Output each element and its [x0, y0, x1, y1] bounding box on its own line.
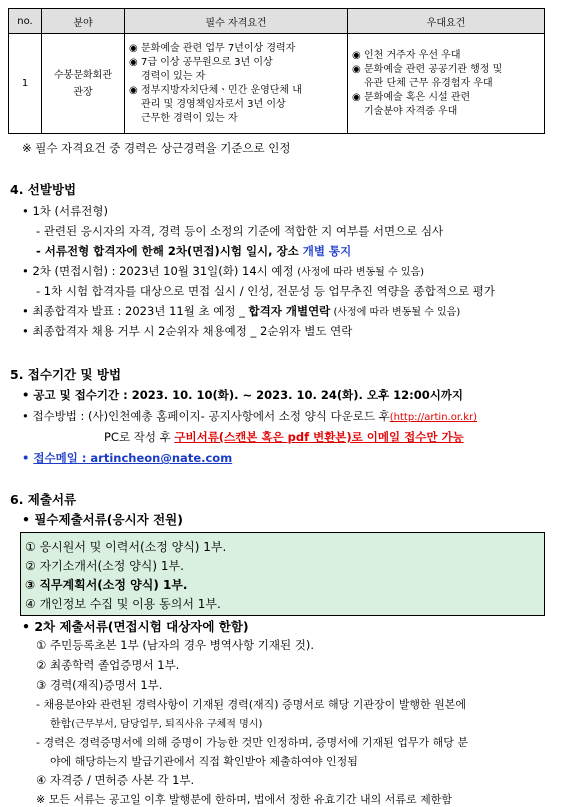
s5-text-highlight: 구비서류(스캔본 혹은 pdf 변환본)로 이메일 접수만 가능	[174, 430, 464, 444]
list-item	[128, 56, 344, 84]
cell-required	[125, 34, 348, 134]
s4-line: • 1차 (서류전형)	[22, 204, 108, 218]
bullet-icon: ◉	[129, 42, 138, 54]
s6-text: 한함	[50, 717, 72, 730]
list-item	[351, 49, 541, 63]
s6-subtitle: • 필수제출서류(응시자 전원)	[22, 512, 183, 527]
s4-text-small: (사정에 따라 변동될 수 있음)	[330, 307, 461, 318]
section5-title: 5. 접수기간 및 방법	[10, 367, 122, 382]
s6-line: 야에 해당하는지 발급기관에서 직접 확인받아 제출하여야 인정됨	[50, 755, 358, 768]
s6-line: ② 최종학력 졸업증명서 1부.	[36, 658, 180, 672]
bullet-icon: ◉	[352, 91, 361, 103]
s4-line	[22, 263, 424, 279]
s4-line: - 관련된 응시자의 자격, 경력 등이 소정의 기준에 적합한 지 여부를 서면으로 심사	[36, 224, 444, 238]
bullet-icon: ◉	[352, 63, 361, 75]
list-item-text: 문화예술 관련 업무 7년이상 경력자	[141, 42, 296, 54]
doc-item: ③ 직무계획서(소정 양식) 1부.	[25, 578, 188, 592]
col-header-required: 필수 자격요건	[125, 9, 348, 34]
cell-field	[42, 34, 125, 134]
s4-text: • 최종합격자 발표 : 2023년 11월 초 예정 _	[22, 304, 249, 318]
s4-text-small: (사정에 따라 변동될 수 있음)	[297, 267, 425, 278]
s4-text: - 서류전형 합격자에 한해 2차(면접)시험 일시, 장소	[36, 244, 303, 258]
s4-text: • 2차 (면접시험) : 2023년 10월 31일(화) 14시 예정	[22, 264, 298, 278]
list-item-text: 7급 이상 공무원으로 3년 이상	[141, 56, 273, 68]
doc-item: ① 응시원서 및 이력서(소정 양식) 1부.	[25, 540, 227, 554]
s6-line: ④ 자격증 / 면허증 사본 각 1부.	[36, 773, 195, 787]
s6-line: ① 주민등록초본 1부 (남자의 경우 병역사항 기재된 것).	[36, 638, 315, 652]
field-line: 관장	[73, 86, 93, 98]
table-header-row	[9, 9, 545, 34]
bullet-icon: ◉	[352, 49, 361, 61]
table-row	[9, 34, 545, 134]
list-item	[128, 84, 344, 126]
s4-line: - 1차 시험 합격자를 대상으로 면접 실시 / 인성, 전문성 등 업무추진 역량을 종합적으로 평가	[36, 284, 495, 298]
cell-preferred	[348, 34, 545, 134]
s5-text: • 접수방법 : (사)인천예총 홈페이지- 공지사항에서 소정 양식 다운로드 후	[22, 409, 390, 423]
homepage-link[interactable]: (http://artin.or.kr)	[389, 412, 478, 423]
list-item-text: 문화예술 혹은 시설 관련	[364, 91, 471, 103]
s4-text-bold: 합격자 개별연락	[248, 304, 331, 318]
list-item-text: 근무한 경력이 있는 자	[141, 112, 238, 124]
list-item	[351, 63, 541, 91]
col-header-preferred: 우대요건	[348, 9, 545, 34]
list-item-text: 유관 단체 근무 유경험자 우대	[364, 77, 493, 89]
col-header-no: no.	[9, 9, 42, 34]
bullet-icon: ◉	[129, 56, 138, 68]
cell-no: 1	[9, 34, 42, 134]
list-item-text: 문화예술 관련 공공기관 행정 및	[364, 63, 503, 75]
bullet-icon: ◉	[129, 84, 138, 96]
s6-subtitle: • 2차 제출서류(면접시험 대상자에 한함)	[22, 619, 249, 634]
s4-line	[22, 303, 460, 319]
list-item	[128, 42, 344, 56]
bullet: •	[22, 451, 30, 465]
s6-line: ③ 경력(재직)증명서 1부.	[36, 678, 163, 692]
s4-line: • 최종합격자 채용 거부 시 2순위자 채용예정 _ 2순위자 별도 연락	[22, 324, 353, 338]
s5-line: • 공고 및 접수기간 : 2023. 10. 10(화). ~ 2023. 10. 24(화). 오후 12:00시까지	[22, 388, 464, 402]
col-header-field: 분야	[42, 9, 125, 34]
s5-text: 접수메일 :	[33, 451, 91, 465]
doc-item: ② 자기소개서(소정 양식) 1부.	[25, 559, 184, 573]
s4-line	[36, 243, 351, 259]
preferred-list	[349, 46, 543, 122]
s6-line: - 채용분야와 관련된 경력사항이 기재된 경력(재직) 증명서로 해당 기관장이 발행한 원본에	[36, 698, 467, 711]
list-item-text: 기술분야 자격증 우대	[364, 105, 458, 117]
list-item-text: 인천 거주자 우선 우대	[364, 49, 461, 61]
list-item	[351, 91, 541, 119]
email-link[interactable]: artincheon@nate.com	[90, 451, 233, 465]
s5-line	[22, 408, 477, 424]
list-item-text: 경력이 있는 자	[141, 70, 206, 82]
s5-line	[104, 429, 464, 445]
s6-line: - 경력은 경력증명서에 의해 증명이 가능한 것만 인정하며, 증명서에 기재된 업무가 해당 분	[36, 736, 468, 749]
field-line: 수봉문화회관	[54, 69, 112, 81]
s5-line	[22, 450, 232, 466]
required-docs-box	[20, 532, 545, 616]
requirements-table	[8, 8, 545, 134]
s6-text-small: (근무부서, 담당업무, 퇴직사유 구체적 명시)	[71, 719, 263, 730]
list-item-text: 관리 및 경영책임자로서 3년 이상	[141, 98, 286, 110]
required-list	[126, 39, 346, 129]
s5-text: PC로 작성 후	[104, 430, 175, 444]
list-item-text: 정부지방자치단체ㆍ민간 운영단체 내	[141, 84, 302, 96]
section4-title: 4. 선발방법	[10, 182, 77, 197]
s4-text-highlight: 개별 통지	[302, 244, 352, 258]
s6-line	[50, 715, 262, 731]
s6-line: ※ 모든 서류는 공고일 이후 발행분에 한하며, 법에서 정한 유효기간 내의 서류로 제한함	[36, 793, 452, 806]
section6-title: 6. 제출서류	[10, 492, 77, 507]
table-note: ※ 필수 자격요건 중 경력은 상근경력을 기준으로 인정	[22, 141, 291, 155]
doc-item: ④ 개인정보 수집 및 이용 동의서 1부.	[25, 597, 221, 611]
